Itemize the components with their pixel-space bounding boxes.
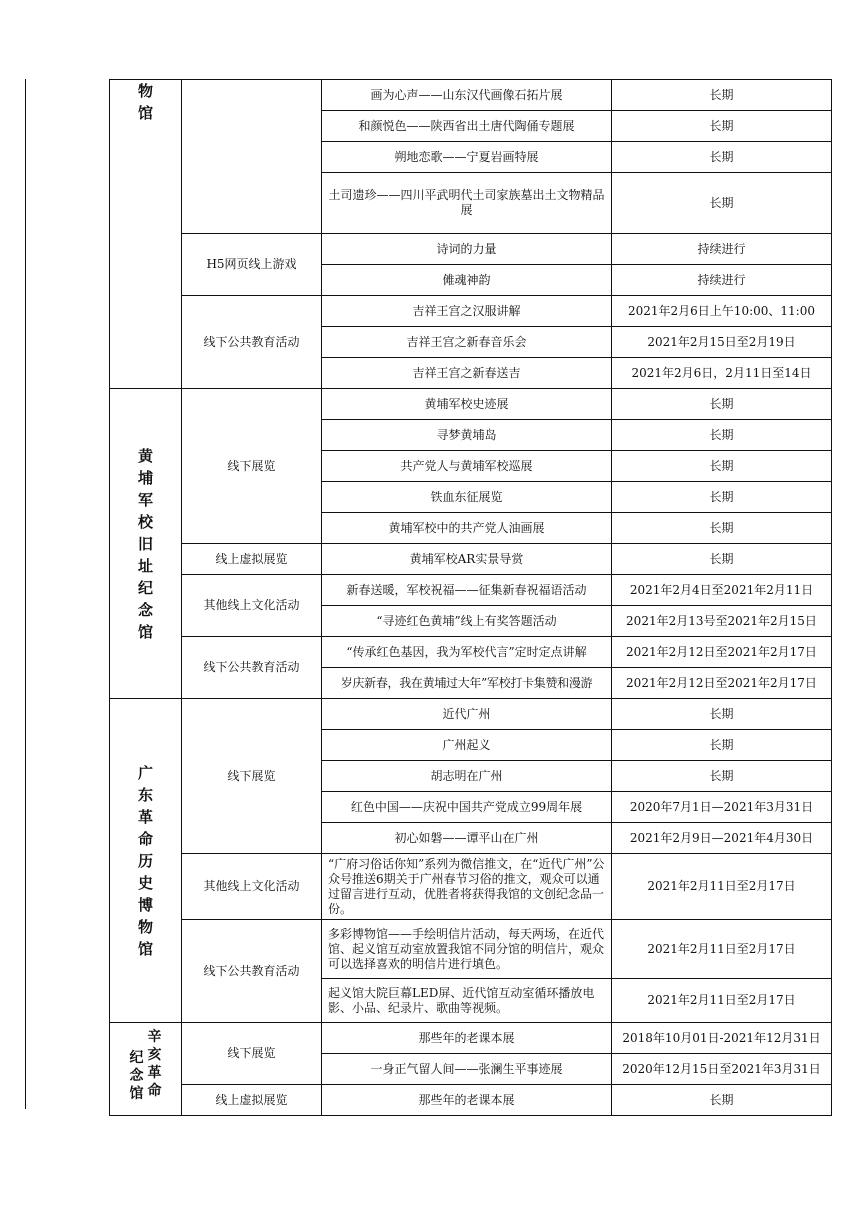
table-row — [110, 296, 832, 327]
time-cell: 2021年2月11日至2月17日 — [612, 979, 832, 1023]
category-cell: 线下展览 — [182, 1023, 322, 1085]
table-row — [110, 637, 832, 668]
event-cell: 黄埔军校中的共产党人油画展 — [322, 513, 612, 544]
time-cell: 持续进行 — [612, 234, 832, 265]
time-cell: 长期 — [612, 389, 832, 420]
event-cell: 一身正气留人间——张澜生平事迹展 — [322, 1054, 612, 1085]
exhibition-schedule-table — [109, 79, 832, 1116]
event-cell: 黄埔军校AR实景导赏 — [322, 544, 612, 575]
time-cell: 持续进行 — [612, 265, 832, 296]
venue-name-cell — [110, 80, 182, 389]
venue-name-cell — [110, 1023, 182, 1116]
venue-name: 物馆 — [138, 82, 154, 122]
event-cell: 吉祥王宫之新春送吉 — [322, 358, 612, 389]
table-row — [110, 1023, 832, 1054]
event-cell: “寻迹红色黄埔”线上有奖答题活动 — [322, 606, 612, 637]
time-cell: 2021年2月6日，2月11日至14日 — [612, 358, 832, 389]
event-cell: 傩魂神韵 — [322, 265, 612, 296]
time-cell: 长期 — [612, 451, 832, 482]
table-row — [110, 920, 832, 979]
table-row — [110, 854, 832, 920]
time-cell: 长期 — [612, 482, 832, 513]
venue-name-cell — [110, 389, 182, 699]
time-cell: 2021年2月11日至2月17日 — [612, 854, 832, 920]
time-cell: 长期 — [612, 761, 832, 792]
time-cell: 长期 — [612, 111, 832, 142]
category-cell: 线下公共教育活动 — [182, 296, 322, 389]
event-cell: 吉祥王宫之汉服讲解 — [322, 296, 612, 327]
left-margin-rule — [25, 79, 26, 1109]
venue-name-cell — [110, 699, 182, 1023]
time-cell: 2021年2月6日上午10:00、11:00 — [612, 296, 832, 327]
time-cell: 2020年7月1日—2021年3月31日 — [612, 792, 832, 823]
event-cell: 那些年的老课本展 — [322, 1085, 612, 1116]
time-cell: 2021年2月13号至2021年2月15日 — [612, 606, 832, 637]
category-cell: 线下展览 — [182, 389, 322, 544]
event-cell: 共产党人与黄埔军校巡展 — [322, 451, 612, 482]
time-cell: 2021年2月4日至2021年2月11日 — [612, 575, 832, 606]
time-cell: 2021年2月9日—2021年4月30日 — [612, 823, 832, 854]
event-cell: 近代广州 — [322, 699, 612, 730]
venue-name-col2: 辛亥革命 — [147, 1029, 162, 1099]
time-cell: 2021年2月15日至2月19日 — [612, 327, 832, 358]
category-cell: 其他线上文化活动 — [182, 854, 322, 920]
event-cell: 新春送暖，军校祝福——征集新春祝福语活动 — [322, 575, 612, 606]
event-cell: 寻梦黄埔岛 — [322, 420, 612, 451]
venue-name-col1: 纪念馆 — [129, 1050, 144, 1102]
event-cell: 画为心声——山东汉代画像石拓片展 — [322, 80, 612, 111]
time-cell: 2020年12月15日至2021年3月31日 — [612, 1054, 832, 1085]
time-cell: 长期 — [612, 699, 832, 730]
table-row — [110, 234, 832, 265]
time-cell: 长期 — [612, 730, 832, 761]
category-cell: 线上虚拟展览 — [182, 1085, 322, 1116]
time-cell: 长期 — [612, 420, 832, 451]
time-cell: 长期 — [612, 513, 832, 544]
table-row — [110, 575, 832, 606]
event-cell: 铁血东征展览 — [322, 482, 612, 513]
time-cell: 长期 — [612, 544, 832, 575]
venue-name: 黄埔军校旧址纪念馆 — [138, 446, 154, 641]
table-row — [110, 544, 832, 575]
time-cell: 长期 — [612, 80, 832, 111]
event-cell: 红色中国——庆祝中国共产党成立99周年展 — [322, 792, 612, 823]
event-cell: 土司遗珍——四川平武明代土司家族墓出土文物精品展 — [322, 173, 612, 234]
event-cell: 那些年的老课本展 — [322, 1023, 612, 1054]
time-cell: 长期 — [612, 173, 832, 234]
time-cell: 2018年10月01日-2021年12月31日 — [612, 1023, 832, 1054]
event-cell: 起义馆大院巨幕LED屏、近代馆互动室循环播放电影、小品、纪录片、歌曲等视频。 — [322, 979, 612, 1023]
table-row — [110, 389, 832, 420]
event-cell: 朔地恋歌——宁夏岩画特展 — [322, 142, 612, 173]
time-cell: 长期 — [612, 142, 832, 173]
event-cell: 广州起义 — [322, 730, 612, 761]
event-cell: 吉祥王宫之新春音乐会 — [322, 327, 612, 358]
venue-name: 广东革命历史博物馆 — [138, 763, 154, 958]
event-cell: 胡志明在广州 — [322, 761, 612, 792]
table-row — [110, 1085, 832, 1116]
category-cell: 线下公共教育活动 — [182, 920, 322, 1023]
event-cell: 多彩博物馆——手绘明信片活动，每天两场，在近代馆、起义馆互动室放置我馆不同分馆的明信片，观众可以选择喜欢的明信片进行填色。 — [322, 920, 612, 979]
time-cell: 2021年2月12日至2021年2月17日 — [612, 637, 832, 668]
category-cell: 其他线上文化活动 — [182, 575, 322, 637]
category-cell: H5网页线上游戏 — [182, 234, 322, 296]
event-cell: 和颜悦色——陕西省出土唐代陶俑专题展 — [322, 111, 612, 142]
category-cell: 线下展览 — [182, 699, 322, 854]
category-cell: 线上虚拟展览 — [182, 544, 322, 575]
table-row — [110, 699, 832, 730]
event-cell: “广府习俗话你知”系列为微信推文，在“近代广州”公众号推送6期关于广州春节习俗的推文，观众可以通过留言进行互动，优胜者将获得我馆的文创纪念品一份。 — [322, 854, 612, 920]
event-cell: 初心如磐——谭平山在广州 — [322, 823, 612, 854]
event-cell: 黄埔军校史迹展 — [322, 389, 612, 420]
time-cell: 长期 — [612, 1085, 832, 1116]
table-row — [110, 80, 832, 111]
event-cell: 岁庆新春，我在黄埔过大年”军校打卡集赞和漫游 — [322, 668, 612, 699]
event-cell: 诗词的力量 — [322, 234, 612, 265]
event-cell: “传承红色基因，我为军校代言”定时定点讲解 — [322, 637, 612, 668]
time-cell: 2021年2月12日至2021年2月17日 — [612, 668, 832, 699]
time-cell: 2021年2月11日至2月17日 — [612, 920, 832, 979]
venue-name — [110, 1029, 181, 1103]
category-cell-empty — [182, 80, 322, 234]
category-cell: 线下公共教育活动 — [182, 637, 322, 699]
